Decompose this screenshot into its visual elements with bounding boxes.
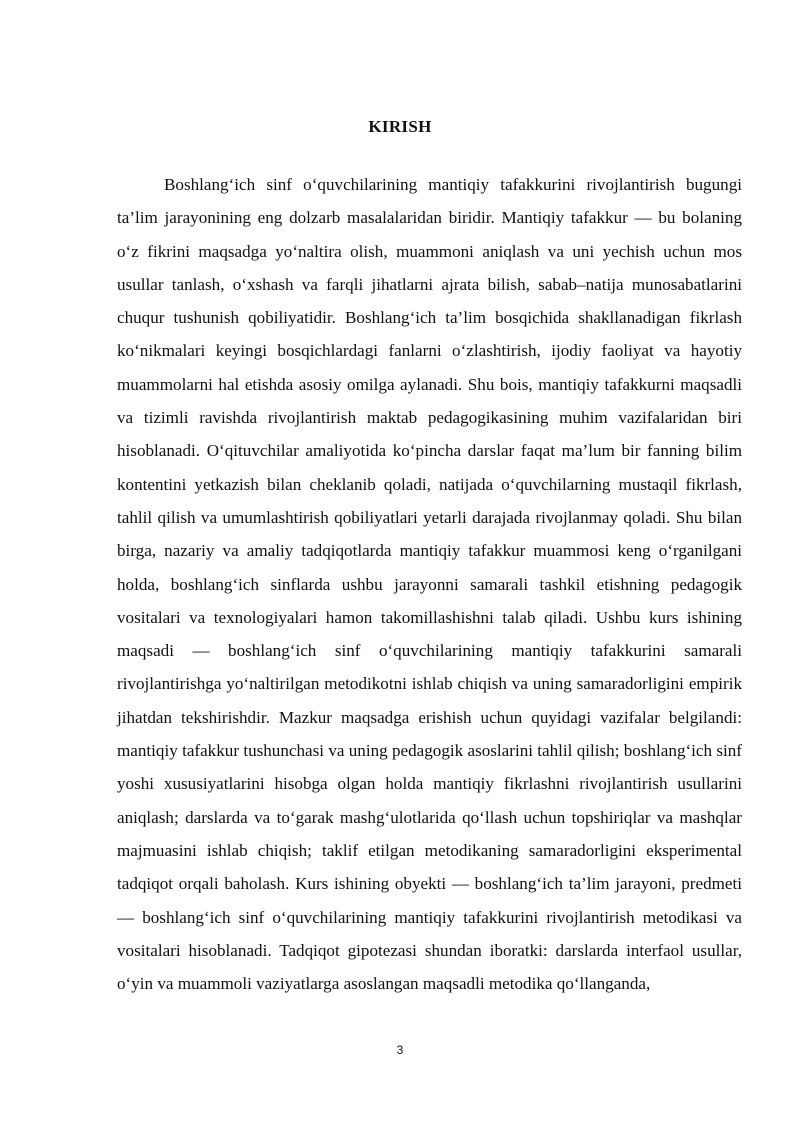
page-number: 3 bbox=[396, 1043, 404, 1057]
body-paragraph: Boshlang‘ich sinf o‘quvchilarining mantiqiy tafakkurini rivojlantirish bugungi ta’lim jarayonining eng dolzarb masalalaridan biridir. Mantiqiy tafakkur — bu bolaning o‘z fikrini maqsadga yo‘naltira olish, muammoni aniqlash va uni yechish uchun mos usullar tanlash, o‘xshash va farqli jihatlarni ajrata bilish, sabab–natija munosabatlarini chuqur tushunish qobiliyatidir. Boshlang‘ich ta’lim bosqichida shakllanadigan fikrlash ko‘nikmalari keyingi bosqichlardagi fanlarni o‘zlashtirish, ijodiy faoliyat va hayotiy muammolarni hal etishda asosiy omilga aylanadi. Shu bois, mantiqiy tafakkurni maqsadli va tizimli ravishda rivojlantirish maktab pedagogikasining muhim vazifalaridan biri hisoblanadi. O‘qituvchilar amaliyotida ko‘pincha darslar faqat ma’lum bir fanning bilim kontentini yetkazish bilan cheklanib qoladi, natijada o‘quvchilarning mustaqil fikrlash, tahlil qilish va umumlashtirish qobiliyatlari yetarli darajada rivojlanmay qoladi. Shu bilan birga, nazariy va amaliy tadqiqotlarda mantiqiy tafakkur muammosi keng o‘rganilgani holda, boshlang‘ich sinflarda ushbu jarayonni samarali tashkil etishning pedagogik vositalari va texnologiyalari hamon takomillashishni talab qiladi. Ushbu kurs ishining maqsadi — boshlang‘ich sinf o‘quvchilarining mantiqiy tafakkurini samarali rivojlantirishga yo‘naltirilgan metodikotni ishlab chiqish va uning samaradorligini empirik jihatdan tekshirishdir. Mazkur maqsadga erishish uchun quyidagi vazifalar belgilandi: mantiqiy tafakkur tushunchasi va uning pedagogik asoslarini tahlil qilish; boshlang‘ich sinf yoshi xususiyatlarini hisobga olgan holda mantiqiy fikrlashni rivojlantirish usullarini aniqlash; darslarda va to‘garak mashg‘ulotlarida qo‘llash uchun topshiriqlar va mashqlar majmuasini ishlab chiqish; taklif etilgan metodikaning samaradorligini eksperimental tadqiqot orqali baholash. Kurs ishining obyekti — boshlang‘ich ta’lim jarayoni, predmeti — boshlang‘ich sinf o‘quvchilarining mantiqiy tafakkurini rivojlantirish metodikasi va vositalari hisoblanadi. Tadqiqot gipotezasi shundan iboratki: darslarda interfaol usullar, o‘yin va muammoli vaziyatlarga asoslangan maqsadli metodika qo‘llanganda, bbox=[117, 175, 742, 994]
section-heading: KIRISH bbox=[368, 117, 432, 136]
